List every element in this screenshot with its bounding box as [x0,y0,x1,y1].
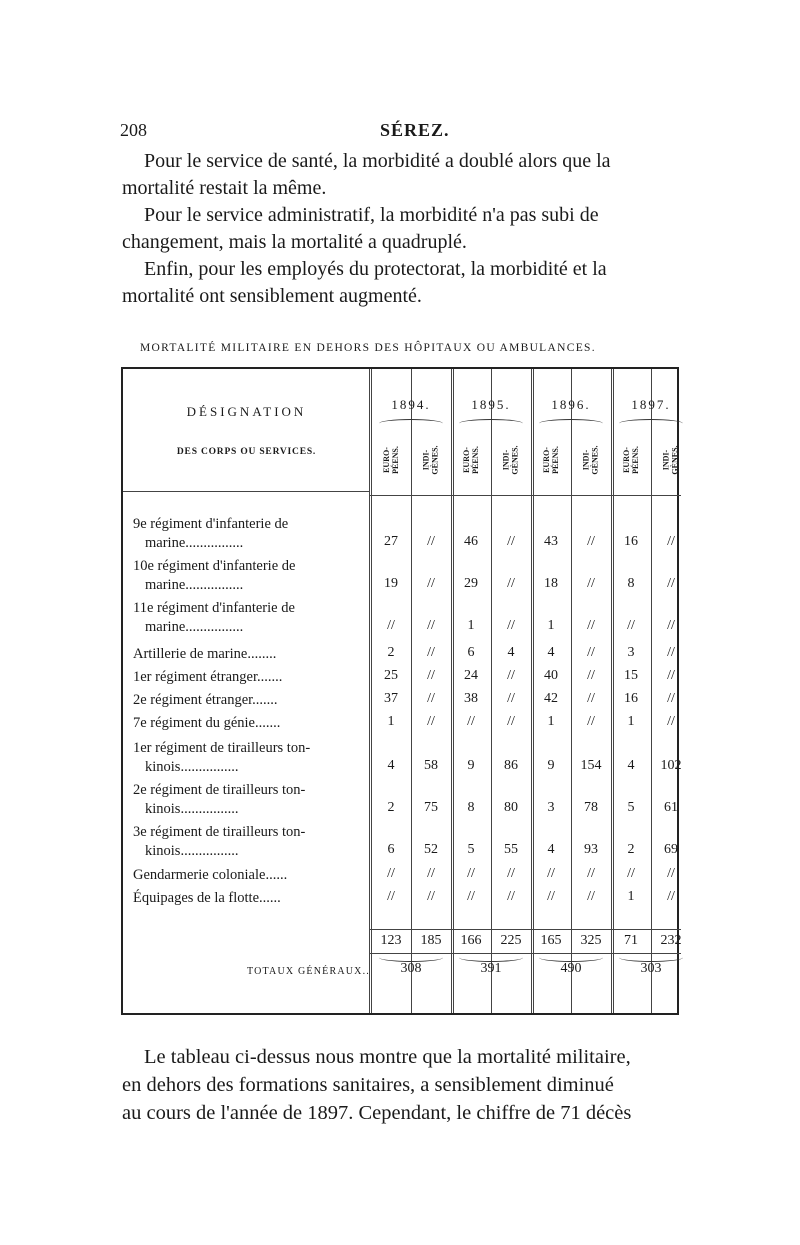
mortality-table [121,367,682,1015]
row-label-line: 11e régiment d'infanterie de [133,600,295,616]
row-value: 5 [467,842,475,857]
row-value: 2 [387,645,395,660]
subheader-europeens [611,431,651,489]
row-value: // [427,668,435,683]
row-value: 3 [627,645,635,660]
row-label-line: 1er régiment de tirailleurs ton- [133,740,311,756]
year-header: 1896. [551,397,591,412]
running-title: SÉREZ. [380,120,450,140]
row-label [133,714,365,733]
row-value: // [427,866,435,881]
row-label-line: 10e régiment d'infanterie de [133,558,296,574]
row-value: // [387,618,395,633]
header-rule [123,491,370,492]
row-label [133,739,365,777]
row-value: // [427,714,435,729]
subheader-indigenes [651,431,691,489]
row-label [133,668,365,687]
row-value: // [467,714,475,729]
row-label-line: Artillerie de marine........ [133,646,277,662]
row-label-line: 7e régiment du génie....... [133,715,281,731]
subtotal-value: 166 [460,933,482,948]
row-value: 102 [660,758,682,773]
row-value: 4 [627,758,635,773]
row-value: // [667,691,675,706]
year-header: 1897. [631,397,671,412]
row-value: 52 [424,842,438,857]
row-value: 8 [627,576,635,591]
subtotal-rule [370,929,681,930]
page-number: 208 [120,120,147,140]
row-value: 75 [424,800,438,815]
row-label-line: kinois................ [145,801,239,817]
row-value: 1 [627,714,635,729]
row-label [133,781,365,819]
row-value: 29 [464,576,478,591]
row-value: 16 [624,534,638,549]
row-value: 154 [580,758,602,773]
subtotal-value: 185 [420,933,442,948]
row-value: // [427,618,435,633]
subheader-indigenes [491,431,531,489]
year-brace [379,419,443,428]
row-value: // [587,714,595,729]
year-header: 1894. [391,397,431,412]
row-value: // [427,691,435,706]
paragraph-sante: Pour le service de santé, la morbidité a doublé alors que la mortalité restait la même. [122,150,611,199]
row-value: 46 [464,534,478,549]
year-brace [459,419,523,428]
paragraph-bottom: Le tableau ci-dessus nous montre que la mortalité militaire, en dehors des formations sanitaires, a sensiblement diminué au cours de l'année de 1897. Cependant, le chiffre de 71 décès [122,1046,632,1124]
row-value: 27 [384,534,398,549]
row-value: 4 [547,645,555,660]
row-label-line: 9e régiment d'infanterie de [133,516,289,532]
row-value: // [587,576,595,591]
row-label [133,866,365,885]
row-label [133,691,365,710]
row-value: // [507,534,515,549]
row-value: // [667,714,675,729]
row-value: 2 [627,842,635,857]
row-value: 80 [504,800,518,815]
subtotal-value: 71 [624,933,638,948]
row-value: // [667,618,675,633]
row-label [133,515,365,553]
row-value: // [587,668,595,683]
subtotal-value: 225 [500,933,522,948]
row-value: 15 [624,668,638,683]
row-value: 16 [624,691,638,706]
row-value: // [587,691,595,706]
row-value: // [427,576,435,591]
row-value: 5 [627,800,635,815]
row-value: // [587,889,595,904]
subheader-indigenes [571,431,611,489]
subtotal-value: 232 [660,933,682,948]
designation-subheader: DES CORPS OU SERVICES. [176,447,317,457]
subheader-text: EURO- PÉENS. [621,446,640,474]
row-value: // [667,645,675,660]
row-value: // [587,866,595,881]
row-label-line: marine................ [145,535,244,551]
subheader-europeens [451,431,491,489]
row-value: 8 [467,800,475,815]
row-value: 40 [544,668,558,683]
row-value: 19 [384,576,398,591]
grand-total-value: 391 [480,961,502,976]
row-value: // [667,576,675,591]
row-label-line: kinois................ [145,759,239,775]
totals-label: TOTAUX GÉNÉRAUX.. [246,966,370,977]
row-label-line: 2e régiment étranger....... [133,692,278,708]
row-value: // [507,668,515,683]
row-value: // [507,889,515,904]
row-value: // [507,714,515,729]
paragraph-protectorat: Enfin, pour les employés du protectorat, la morbidité et la mortalité ont sensiblement augmenté. [122,258,607,307]
row-value: 4 [547,842,555,857]
grand-total-value: 303 [640,961,662,976]
row-value: 6 [467,645,475,660]
subheader-indigenes [411,431,451,489]
subtotal-value: 325 [580,933,602,948]
row-value: 18 [544,576,558,591]
row-value: 1 [547,714,555,729]
row-value: 55 [504,842,518,857]
row-label-line: 2e régiment de tirailleurs ton- [133,782,306,798]
subheader-text: INDI- GÈNES. [662,445,680,475]
row-value: 78 [584,800,598,815]
row-value: // [667,668,675,683]
grand-total-value: 308 [400,961,422,976]
row-value: 86 [504,758,518,773]
row-value: 1 [627,889,635,904]
subtotal-value: 123 [380,933,402,948]
row-value: 61 [664,800,678,815]
row-value: // [467,866,475,881]
row-value: // [427,889,435,904]
row-value: // [627,866,635,881]
row-label-line: marine................ [145,619,244,635]
row-value: 6 [387,842,395,857]
row-value: 1 [387,714,395,729]
row-value: // [587,645,595,660]
row-value: // [627,618,635,633]
paragraph-administratif: Pour le service administratif, la morbidité n'a pas subi de changement, mais la mortalité a quadruplé. [122,204,599,253]
row-value: 1 [547,618,555,633]
row-value: 4 [507,645,515,660]
header-rule-values [370,495,681,496]
designation-header: DÉSIGNATION [186,404,307,419]
row-value: 1 [467,618,475,633]
row-label-line: marine................ [145,577,244,593]
row-value: 42 [544,691,558,706]
subheader-text: EURO- PÉENS. [381,446,400,474]
row-value: 25 [384,668,398,683]
row-value: // [427,645,435,660]
row-value: // [667,866,675,881]
row-value: // [547,889,555,904]
row-label [133,557,365,595]
row-value: // [547,866,555,881]
row-value: 24 [464,668,478,683]
row-value: 2 [387,800,395,815]
row-value: // [427,534,435,549]
row-value: 38 [464,691,478,706]
subheader-text: EURO- PÉENS. [541,446,560,474]
row-label-line: 1er régiment étranger....... [133,669,283,685]
row-value: 9 [547,758,555,773]
row-value: // [387,889,395,904]
row-value: // [667,534,675,549]
row-value: // [507,866,515,881]
subtotal-value: 165 [540,933,562,948]
row-value: 93 [584,842,598,857]
year-header: 1895. [471,397,511,412]
row-value: 9 [467,758,475,773]
row-value: 4 [387,758,395,773]
row-value: // [507,691,515,706]
row-value: 43 [544,534,558,549]
row-value: // [467,889,475,904]
grand-total-value: 490 [560,961,582,976]
row-value: // [587,618,595,633]
row-value: 69 [664,842,678,857]
row-label-line: Équipages de la flotte...... [133,890,281,906]
row-label [133,599,365,637]
row-value: // [587,534,595,549]
subheader-text: INDI- GÈNES. [422,445,440,475]
subheader-text: EURO- PÉENS. [461,446,480,474]
row-value: // [507,576,515,591]
row-label [133,889,365,908]
row-label-line: 3e régiment de tirailleurs ton- [133,824,306,840]
row-value: 3 [547,800,555,815]
subheader-europeens [371,431,411,489]
row-label-line: kinois................ [145,843,239,859]
subheader-text: INDI- GÈNES. [502,445,520,475]
row-label [133,823,365,861]
year-brace [539,419,603,428]
row-value: // [387,866,395,881]
year-brace [619,419,683,428]
row-value: 37 [384,691,398,706]
row-label [133,645,365,664]
row-label-line: Gendarmerie coloniale...... [133,867,288,883]
row-value: // [667,889,675,904]
subheader-text: INDI- GÈNES. [582,445,600,475]
subheader-europeens [531,431,571,489]
row-value: 58 [424,758,438,773]
row-value: // [507,618,515,633]
table-caption: MORTALITÉ MILITAIRE EN DEHORS DES HÔPITAUX OU AMBULANCES. [140,342,596,354]
